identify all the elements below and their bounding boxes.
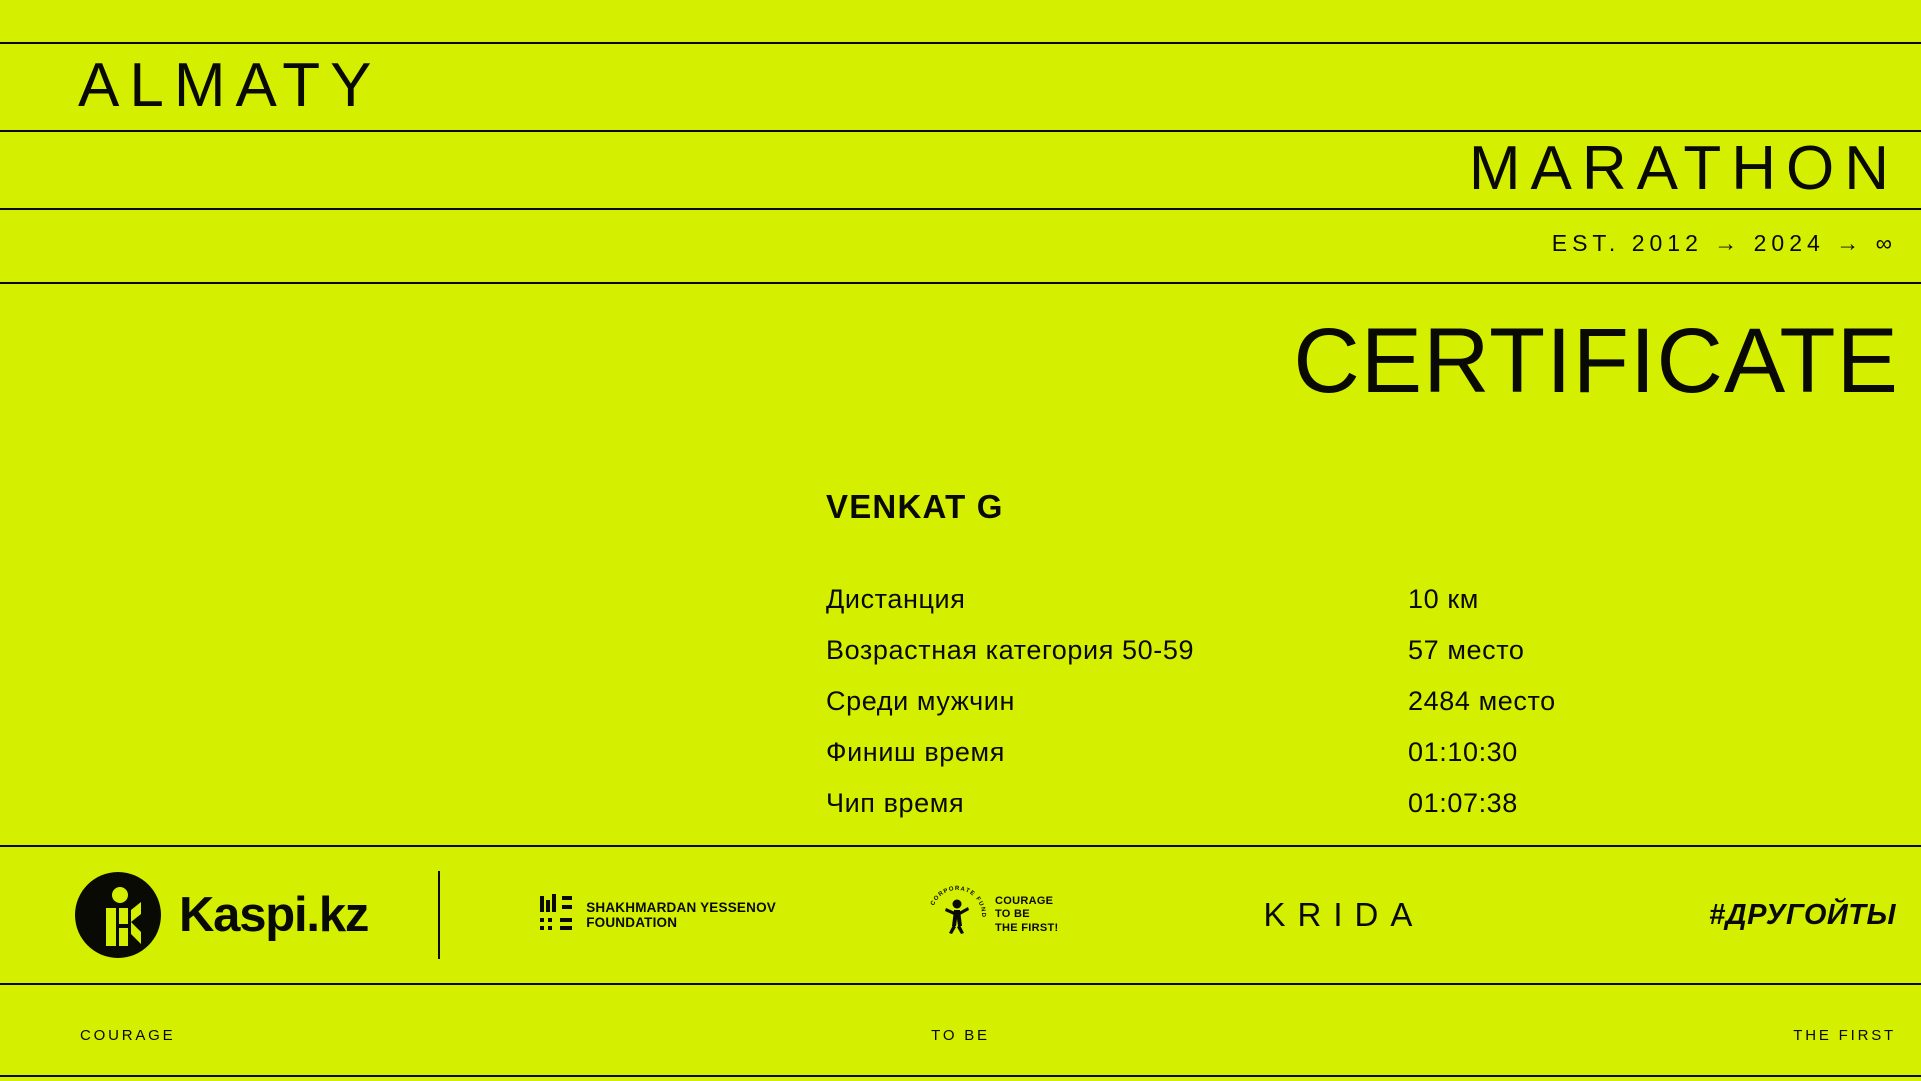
yessenov-line-1: SHAKHMARDAN YESSENOV [586,900,776,915]
slogan-left: COURAGE [80,1027,176,1044]
corporate-fund-line-2: TO BE [994,908,1030,921]
divider-line [0,42,1921,44]
table-row [826,684,1706,735]
result-value: 2484 место [1408,686,1556,716]
result-value: 01:07:38 [1408,788,1518,818]
result-value: 01:10:30 [1408,737,1518,767]
divider-line [0,1075,1921,1077]
results-table [826,582,1706,837]
result-label: Финиш время [826,737,1005,767]
result-label: Дистанция [826,584,966,614]
result-label: Возрастная категория 50-59 [826,635,1195,665]
result-label: Чип время [826,788,965,818]
table-row [826,735,1706,786]
sponsor-strip [0,847,1921,983]
established-years: EST. 2012 → 2024 → ∞ [1551,230,1897,256]
result-value: 10 км [1408,584,1479,614]
slogan-middle: TO BE [931,1027,990,1044]
athlete-name: VENKAT G [826,488,1004,525]
result-label: Среди мужчин [826,686,1015,716]
brand-line-marathon: MARATHON [1468,134,1899,203]
page-title: CERTIFICATE [1293,310,1899,412]
yessenov-wordmark [586,900,776,930]
table-row [826,582,1706,633]
footer-slogan [0,1026,1921,1050]
corporate-fund-figure-icon [926,884,988,946]
yessenov-bars-icon [540,894,574,936]
sponsor-hashtag: #ДРУГОЙТЫ [1709,899,1896,931]
kaspi-logo-icon [75,872,161,958]
svg-text:CORPORATE FUND: CORPORATE FUND [930,885,987,919]
divider-line [0,282,1921,284]
sponsor-yessenov [540,894,776,936]
result-value: 57 место [1408,635,1525,665]
yessenov-line-2: FOUNDATION [586,915,678,930]
table-row [826,633,1706,684]
sponsor-corporate-fund [926,884,1059,946]
divider-line [0,208,1921,210]
slogan-right: THE FIRST [1793,1027,1896,1044]
divider-line [0,983,1921,985]
corporate-fund-wordmark [995,895,1059,936]
sponsor-kaspi [75,872,368,958]
corporate-fund-line-3: THE FIRST! [994,921,1059,934]
sponsor-krida: KRIDA [1263,896,1425,933]
sponsor-divider [438,871,440,959]
corporate-fund-line-1: COURAGE [994,894,1054,907]
table-row [826,786,1706,837]
brand-line-almaty: ALMATY [78,51,382,120]
kaspi-wordmark: Kaspi.kz [179,888,369,942]
